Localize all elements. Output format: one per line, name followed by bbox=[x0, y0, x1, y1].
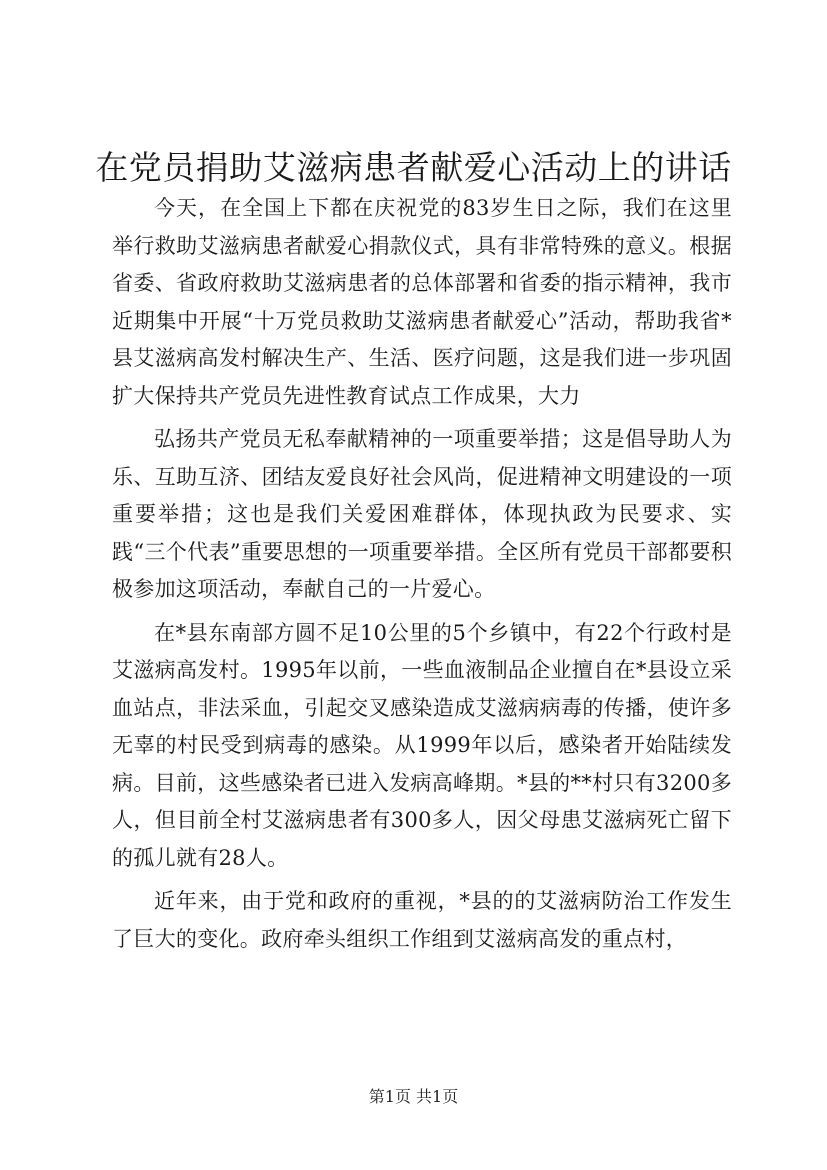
paragraph-3: 在*县东南部方圆不足10公里的5个乡镇中，有22个行政村是艾滋病高发村。1995年以前，一些血液制品企业擅自在*县设立采血站点，非法采血，引起交叉感染造成艾滋病病毒的传播，使许多无辜的村民受到病毒的感染。从1999年以后，感染者开始陆续发病。目前，这些感染者已进入发病高峰期。*县的**村只有3200多人，但目前全村艾滋病患者有300多人，因父母患艾滋病死亡留下的孤儿就有28人。 bbox=[112, 620, 732, 870]
page-title: 在党员捐助艾滋病患者献爱心活动上的讲话 bbox=[95, 148, 732, 187]
paragraph-4: 近年来，由于党和政府的重视，*县的的艾滋病防治工作发生了巨大的变化。政府牵头组织工作组到艾滋病高发的重点村， bbox=[112, 889, 732, 951]
paragraph-1: 今天，在全国上下都在庆祝党的83岁生日之际，我们在这里举行救助艾滋病患者献爱心捐款仪式，具有非常特殊的意义。根据省委、省政府救助艾滋病患者的总体部署和省委的指示精神，我市近期集中开展“十万党员救助艾滋病患者献爱心”活动，帮助我省*县艾滋病高发村解决生产、生活、医疗问题，这是我们进一步巩固扩大保持共产党员先进性教育试点工作成果，大力 bbox=[112, 196, 732, 408]
paragraph-2: 弘扬共产党员无私奉献精神的一项重要举措；这是倡导助人为乐、互助互济、团结友爱良好社会风尚，促进精神文明建设的一项重要举措；这也是我们关爱困难群体，体现执政为民要求、实践“三个代表”重要思想的一项重要举措。全区所有党员干部都要积极参加这项活动，奉献自己的一片爱心。 bbox=[112, 427, 732, 601]
page-footer: 第1页 共1页 bbox=[368, 1087, 459, 1106]
document-body bbox=[112, 190, 732, 964]
